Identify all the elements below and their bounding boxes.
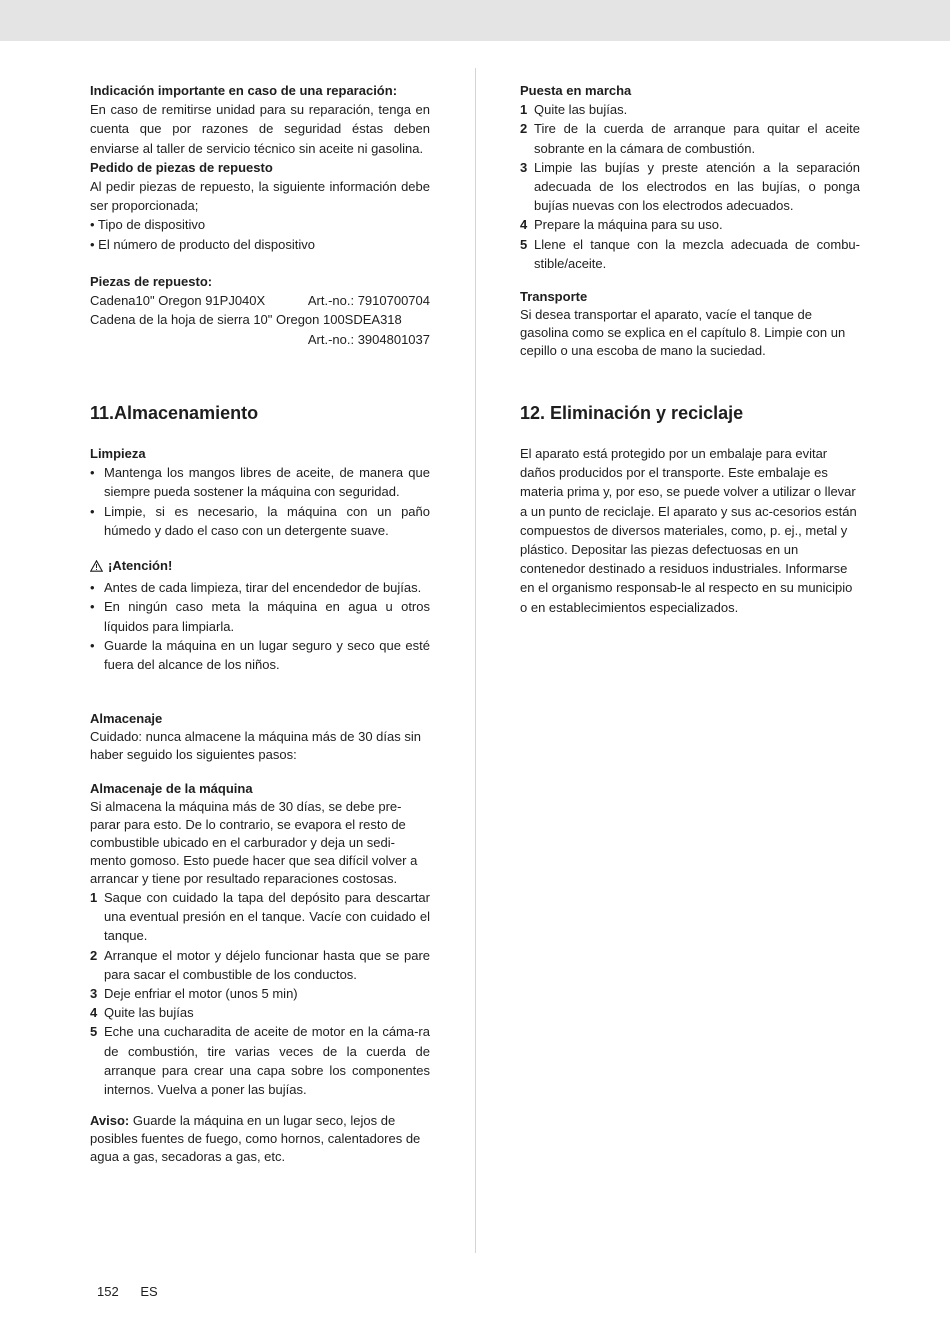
storage-section xyxy=(90,401,430,425)
attention-title: ¡Atención! xyxy=(108,558,173,573)
list-item: 4 Quite las bujías xyxy=(90,1005,194,1021)
part-name: Cadena de la hoja de sierra 10" Oregon 100SDEA318 xyxy=(90,312,402,328)
list-item: 2 Tire de la cuerda de arranque para quitar el aceite sobrante en la cámara de combustión. xyxy=(520,121,860,156)
list-item: 3 Deje enfriar el motor (unos 5 min) xyxy=(90,986,298,1002)
bullet: • xyxy=(90,637,95,653)
storage-heading: 11.Almacenamiento xyxy=(90,403,259,423)
bullet: • xyxy=(90,503,95,519)
list-item: 1 Quite las bujías. xyxy=(520,102,628,118)
startup-title: Puesta en marcha xyxy=(520,83,632,98)
machine-title: Almacenaje de la máquina xyxy=(90,781,253,796)
parts-title: Piezas de repuesto: xyxy=(90,274,213,289)
disposal-block xyxy=(520,444,860,617)
store-text: Cuidado: nunca almacene la máquina más de 30 días sin haber seguido los siguientes pasos: xyxy=(90,729,421,762)
warning-icon xyxy=(90,560,103,572)
bullet: • xyxy=(90,580,95,596)
bullet: • xyxy=(90,465,95,481)
order-title: Pedido de piezas de repuesto xyxy=(90,159,273,175)
left-top-block xyxy=(90,81,430,254)
cleaning-block xyxy=(90,444,430,540)
parts-row xyxy=(90,291,430,310)
part-article: Art.-no.: 3904801037 xyxy=(307,331,430,347)
repair-text: En caso de remitirse unidad para su reparación, tenga en cuenta que por razones de seguridad éstas deben enviarse al taller de servicio técnico sin aceite ni gasolina. xyxy=(90,102,430,156)
repair-title: Indicación importante en caso de una reparación: xyxy=(90,83,398,98)
store-title: Almacenaje xyxy=(90,711,163,726)
machine-text: Si almacena la máquina más de 30 días, se debe pre-parar para esto. De lo contrario, se evapora el resto de combustible ubicado en el carburador y deja un sedi-mento gomoso. Esto puede hacer que sea difícil volver a arrancar y tiene por resultado reparaciones costosas. xyxy=(90,799,418,886)
column-divider xyxy=(475,68,476,1253)
page-number: 152 xyxy=(97,1284,119,1299)
transport-title: Transporte xyxy=(520,289,588,304)
order-text: Al pedir piezas de repuesto, la siguiente información debe ser proporcionada; xyxy=(90,179,430,214)
order-item: • Tipo de dispositivo xyxy=(90,217,206,233)
list-item: 4 Prepare la máquina para su uso. xyxy=(520,217,723,233)
attention-title-row xyxy=(90,556,430,575)
list-item: 5 Eche una cucharadita de aceite de motor en la cáma-ra de combustión, tire varias veces de la cuerda de arranque para crear una capa sobre los componentes internos. Vuelva a poner las bujías. xyxy=(90,1024,430,1098)
part-article: Art.-no.: 7910700704 xyxy=(307,293,430,309)
cleaning-title: Limpieza xyxy=(90,446,146,461)
list-item: • Mantenga los mangos libres de aceite, de manera que siempre pueda sostener la máquina con seguridad. xyxy=(90,463,430,501)
transport-text: Si desea transportar el aparato, vacíe el tanque de gasolina como se explica en el capítulo 8. Limpie con un cepillo o una escoba de mano la suciedad. xyxy=(520,307,846,358)
top-band xyxy=(0,0,950,41)
list-item: • Guarde la máquina en un lugar seguro y seco que esté fuera del alcance de los niños. xyxy=(90,636,430,674)
page-footer xyxy=(97,1283,176,1301)
part-name: Cadena10" Oregon 91PJ040X xyxy=(90,293,266,309)
attention-block xyxy=(90,556,430,674)
notice-label: Aviso: xyxy=(90,1113,130,1128)
list-item: 2 Arranque el motor y déjelo funcionar hasta que se pare para sacar el combustible de los conductos. xyxy=(90,947,430,982)
list-item: 5 Llene el tanque con la mezcla adecuada de combu-stible/aceite. xyxy=(520,236,860,271)
language-code: ES xyxy=(140,1284,158,1299)
list-item: • Antes de cada limpieza, tirar del encendedor de bujías. xyxy=(90,578,430,597)
notice-block xyxy=(90,1112,430,1166)
transport-block xyxy=(520,288,860,360)
list-item: 1 Saque con cuidado la tapa del depósito para descartar una eventual presión en el tanque. Vacíe con cuidado el tanque. xyxy=(90,890,430,944)
notice-text: Aviso: Guarde la máquina en un lugar seco, lejos de posibles fuentes de fuego, como hornos, calentadores de agua a gas, secadoras a gas, etc. xyxy=(90,1113,421,1164)
list-item: • En ningún caso meta la máquina en agua u otros líquidos para limpiarla. xyxy=(90,597,430,635)
bullet: • xyxy=(90,599,95,615)
order-item: • El número de producto del dispositivo xyxy=(90,236,315,252)
disposal-section xyxy=(520,401,860,425)
disposal-text: El aparato está protegido por un embalaje para evitar daños producidos por el transporte. Este embalaje es materia prima y, por eso, se puede volver a utilizar o llevar a un punto de reciclaje. El aparato y sus ac-cesorios están compuestos de diversos materiales, como, p. ej., metal y plástico. Depositar las piezas defectuosas en un contenedor destinado a residuos industriales. Informarse en el organismo responsab-le al respecto en su municipio o en establecimientos especializados. xyxy=(520,446,857,615)
startup-block xyxy=(520,81,860,273)
list-item: 3 Limpie las bujías y preste atención a la separación adecuada de los electrodos en las bujías, o ponga bujías nuevas con los electrodos adecuados. xyxy=(520,159,860,214)
disposal-heading: 12. Eliminación y reciclaje xyxy=(520,403,744,423)
store-block xyxy=(90,710,430,764)
parts-block xyxy=(90,272,430,349)
machine-storage-block xyxy=(90,780,430,1099)
list-item: • Limpie, si es necesario, la máquina con un paño húmedo y dado el caso con un detergente suave. xyxy=(90,502,430,540)
